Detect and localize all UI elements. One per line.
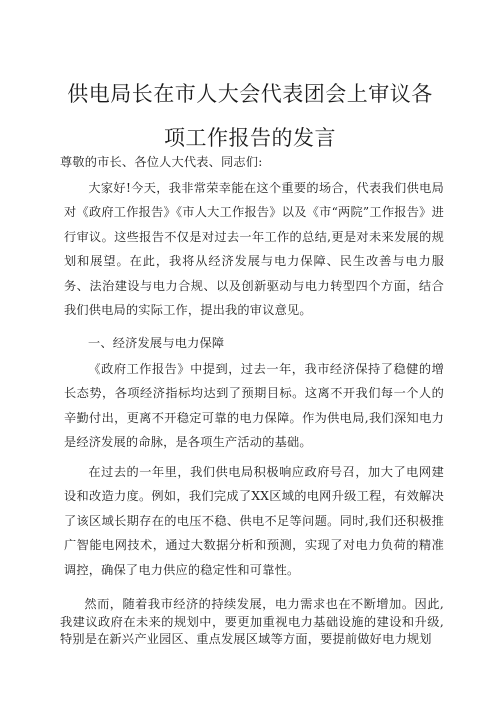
paragraph-opening: 大家好!今天，我非常荣幸能在这个重要的场合，代表我们供电局对《政府工作报告》《市人大工作报告》以及《市“两院”工作报告》进行审议。这些报告不仅是对过去一年工作的总结,更是对未来发展的规划和展望。在此，我将从经济发展与电力保障、民生改善与电力服务、法治建设与电力合规、以及创新驱动与电力转型四个方面，结合我们供电局的实际工作，提出我的审议意见。 [64,181,444,318]
document-title-line-2: 项工作报告的发言 [164,126,336,150]
document-title-line-1: 供电局长在市人大会代表团会上审议各 [67,82,433,106]
salutation: 尊敬的市长、各位人大代表、同志们: [60,155,263,169]
paragraph-economy-2: 在过去的一年里，我们供电局积极响应政府号召，加大了电网建设和改造力度。例如，我们完成了XX区域的电网升级工程，有效解决了该区域长期存在的电压不稳、供电不足等问题。同时,我们还积极推广智能电网技术，通过大数据分析和预测，实现了对电力负荷的精准调控，确保了电力供应的稳定性和可靠性。 [64,465,444,577]
paragraph-economy-1: 《政府工作报告》中提到，过去一年，我市经济保持了稳健的增长态势，各项经济指标均达到了预期目标。这离不开我们每一个人的辛勤付出，更离不开稳定可靠的电力保障。作为供电局,我们深知电力是经济发展的命脉，是各项生产活动的基础。 [64,362,444,450]
paragraph-economy-3: 然而，随着我市经济的持续发展，电力需求也在不断增加。因此,我建议政府在未来的规划中，要更加重视电力基础设施的建设和升级,特别是在新兴产业园区、重点发展区域等方面，要提前做好电力规划 [60,597,444,646]
section-heading-economy: 一、经济发展与电力保障 [88,336,225,350]
